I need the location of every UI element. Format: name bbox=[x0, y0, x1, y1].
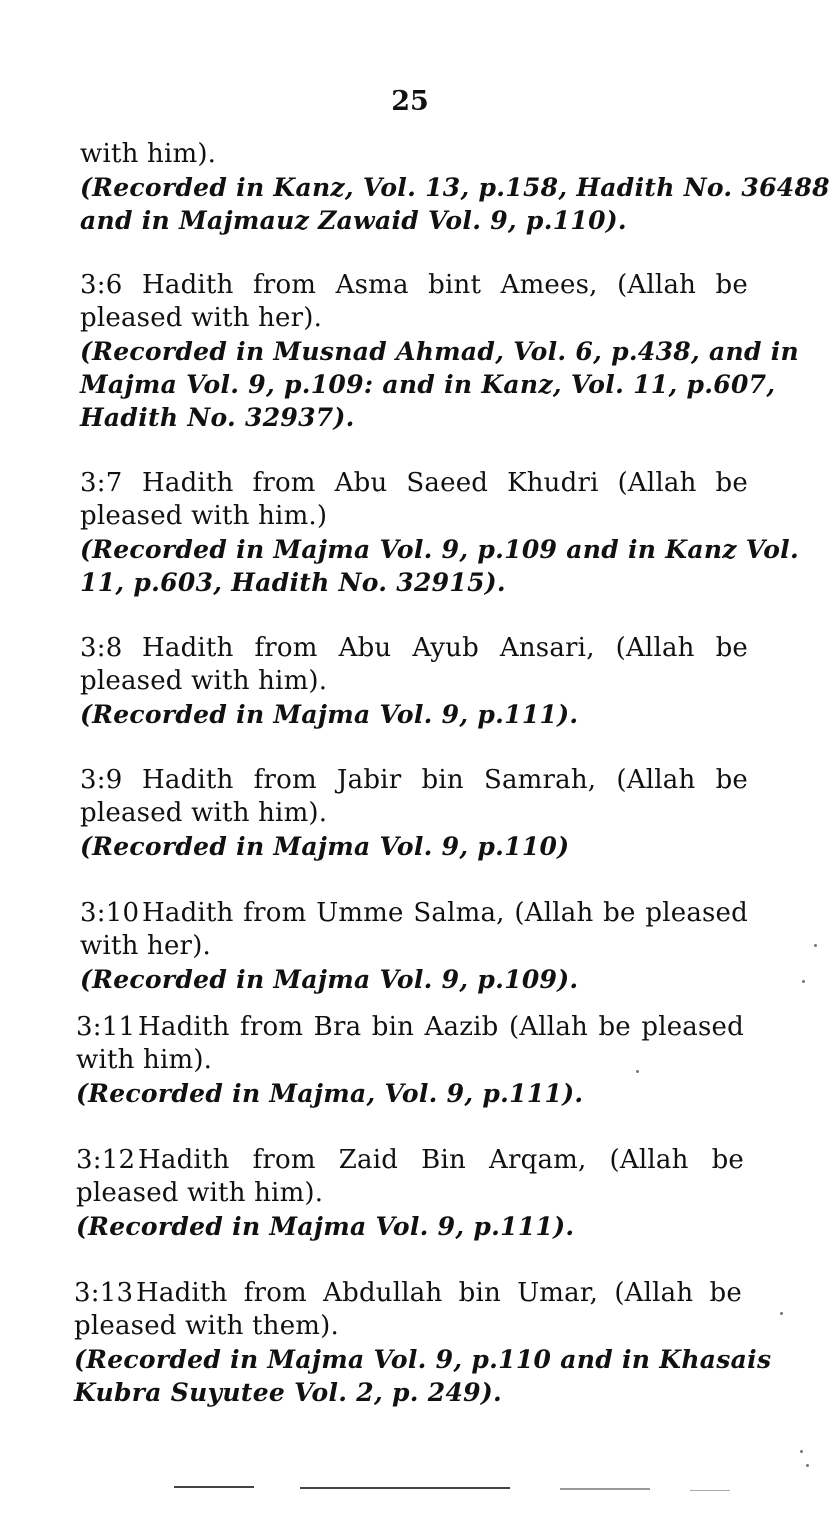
footer-rule bbox=[174, 1486, 254, 1488]
entry-first-line bbox=[76, 1144, 744, 1177]
entry-citation-line: (Recorded in Majma Vol. 9, p.110) bbox=[80, 832, 570, 861]
scan-speck bbox=[802, 980, 805, 983]
hadith-entry-3-12 bbox=[76, 1144, 744, 1243]
scan-speck bbox=[780, 1312, 783, 1315]
entry-first-line bbox=[80, 897, 748, 930]
hadith-entry-3-6 bbox=[80, 269, 800, 434]
entry-first-line bbox=[76, 1011, 744, 1044]
entry-citation-line: 11, p.603, Hadith No. 32915). bbox=[80, 568, 506, 597]
footer-rule bbox=[300, 1487, 510, 1489]
entry-citation-line: (Recorded in Majma Vol. 9, p.111). bbox=[80, 700, 579, 729]
intro-block bbox=[80, 138, 830, 237]
intro-citation-line: (Recorded in Kanz, Vol. 13, p.158, Hadith No. 36488 bbox=[80, 173, 830, 202]
intro-citation-line: and in Majmauz Zawaid Vol. 9, p.110). bbox=[80, 206, 627, 235]
entry-text-line: Hadith from Abu Ayub Ansari, (Allah be bbox=[142, 633, 748, 663]
footer-rule bbox=[690, 1490, 730, 1491]
scan-speck bbox=[636, 1070, 639, 1073]
entry-citation-line: (Recorded in Majma Vol. 9, p.109 and in Kanz Vol. bbox=[80, 535, 799, 564]
hadith-entry-3-10 bbox=[80, 897, 748, 996]
entry-citation-line: Kubra Suyutee Vol. 2, p. 249). bbox=[74, 1378, 502, 1407]
intro-continuation: with him). bbox=[80, 139, 217, 169]
entry-text-line: Hadith from Jabir bin Samrah, (Allah be bbox=[142, 765, 748, 795]
entry-text-line: Hadith from Asma bint Amees, (Allah be bbox=[142, 270, 748, 300]
hadith-entry-3-7 bbox=[80, 467, 799, 599]
entry-text-line: Hadith from Abu Saeed Khudri (Allah be bbox=[142, 468, 748, 498]
entry-first-line bbox=[80, 764, 748, 797]
entry-number: 3:10 bbox=[80, 898, 140, 928]
entry-first-line bbox=[80, 632, 748, 665]
entry-number: 3:12 bbox=[76, 1145, 136, 1175]
footer-rule bbox=[560, 1488, 650, 1490]
entry-text-line: Hadith from Abdullah bin Umar, (Allah be bbox=[136, 1278, 742, 1308]
entry-number: 3:6 bbox=[80, 270, 123, 300]
entry-text-line: pleased with him.) bbox=[80, 501, 328, 531]
entry-number: 3:11 bbox=[76, 1012, 136, 1042]
entry-text-line: pleased with him). bbox=[80, 798, 328, 828]
entry-text-line: pleased with him). bbox=[80, 666, 328, 696]
entry-text-line: Hadith from Umme Salma, (Allah be pleased bbox=[142, 898, 748, 928]
entry-citation-line: (Recorded in Musnad Ahmad, Vol. 6, p.438, and in bbox=[80, 337, 800, 366]
entry-first-line bbox=[80, 467, 748, 500]
page-number: 25 bbox=[391, 86, 429, 117]
entry-citation-line: (Recorded in Majma Vol. 9, p.110 and in Khasais bbox=[74, 1345, 772, 1374]
scan-speck bbox=[814, 944, 817, 947]
entry-first-line bbox=[74, 1277, 742, 1310]
entry-number: 3:8 bbox=[80, 633, 123, 663]
entry-citation-line: (Recorded in Majma, Vol. 9, p.111). bbox=[76, 1079, 584, 1108]
entry-text-line: with him). bbox=[76, 1045, 213, 1075]
entry-citation-line: (Recorded in Majma Vol. 9, p.109). bbox=[80, 965, 579, 994]
entry-number: 3:13 bbox=[74, 1278, 134, 1308]
hadith-entry-3-9 bbox=[80, 764, 748, 863]
hadith-entry-3-8 bbox=[80, 632, 748, 731]
entry-citation-line: Hadith No. 32937). bbox=[80, 403, 355, 432]
hadith-entry-3-13 bbox=[74, 1277, 772, 1409]
entry-text-line: pleased with her). bbox=[80, 303, 323, 333]
entry-text-line: Hadith from Zaid Bin Arqam, (Allah be bbox=[138, 1145, 744, 1175]
scan-speck bbox=[800, 1450, 803, 1453]
entry-text-line: Hadith from Bra bin Aazib (Allah be pleased bbox=[138, 1012, 744, 1042]
entry-text-line: with her). bbox=[80, 931, 211, 961]
entry-number: 3:7 bbox=[80, 468, 123, 498]
entry-text-line: pleased with him). bbox=[76, 1178, 324, 1208]
entry-citation-line: Majma Vol. 9, p.109: and in Kanz, Vol. 11, p.607, bbox=[80, 370, 776, 399]
entry-number: 3:9 bbox=[80, 765, 123, 795]
hadith-entry-3-11 bbox=[76, 1011, 744, 1110]
entry-text-line: pleased with them). bbox=[74, 1311, 339, 1341]
scan-speck bbox=[806, 1464, 809, 1467]
entry-first-line bbox=[80, 269, 748, 302]
entry-citation-line: (Recorded in Majma Vol. 9, p.111). bbox=[76, 1212, 575, 1241]
